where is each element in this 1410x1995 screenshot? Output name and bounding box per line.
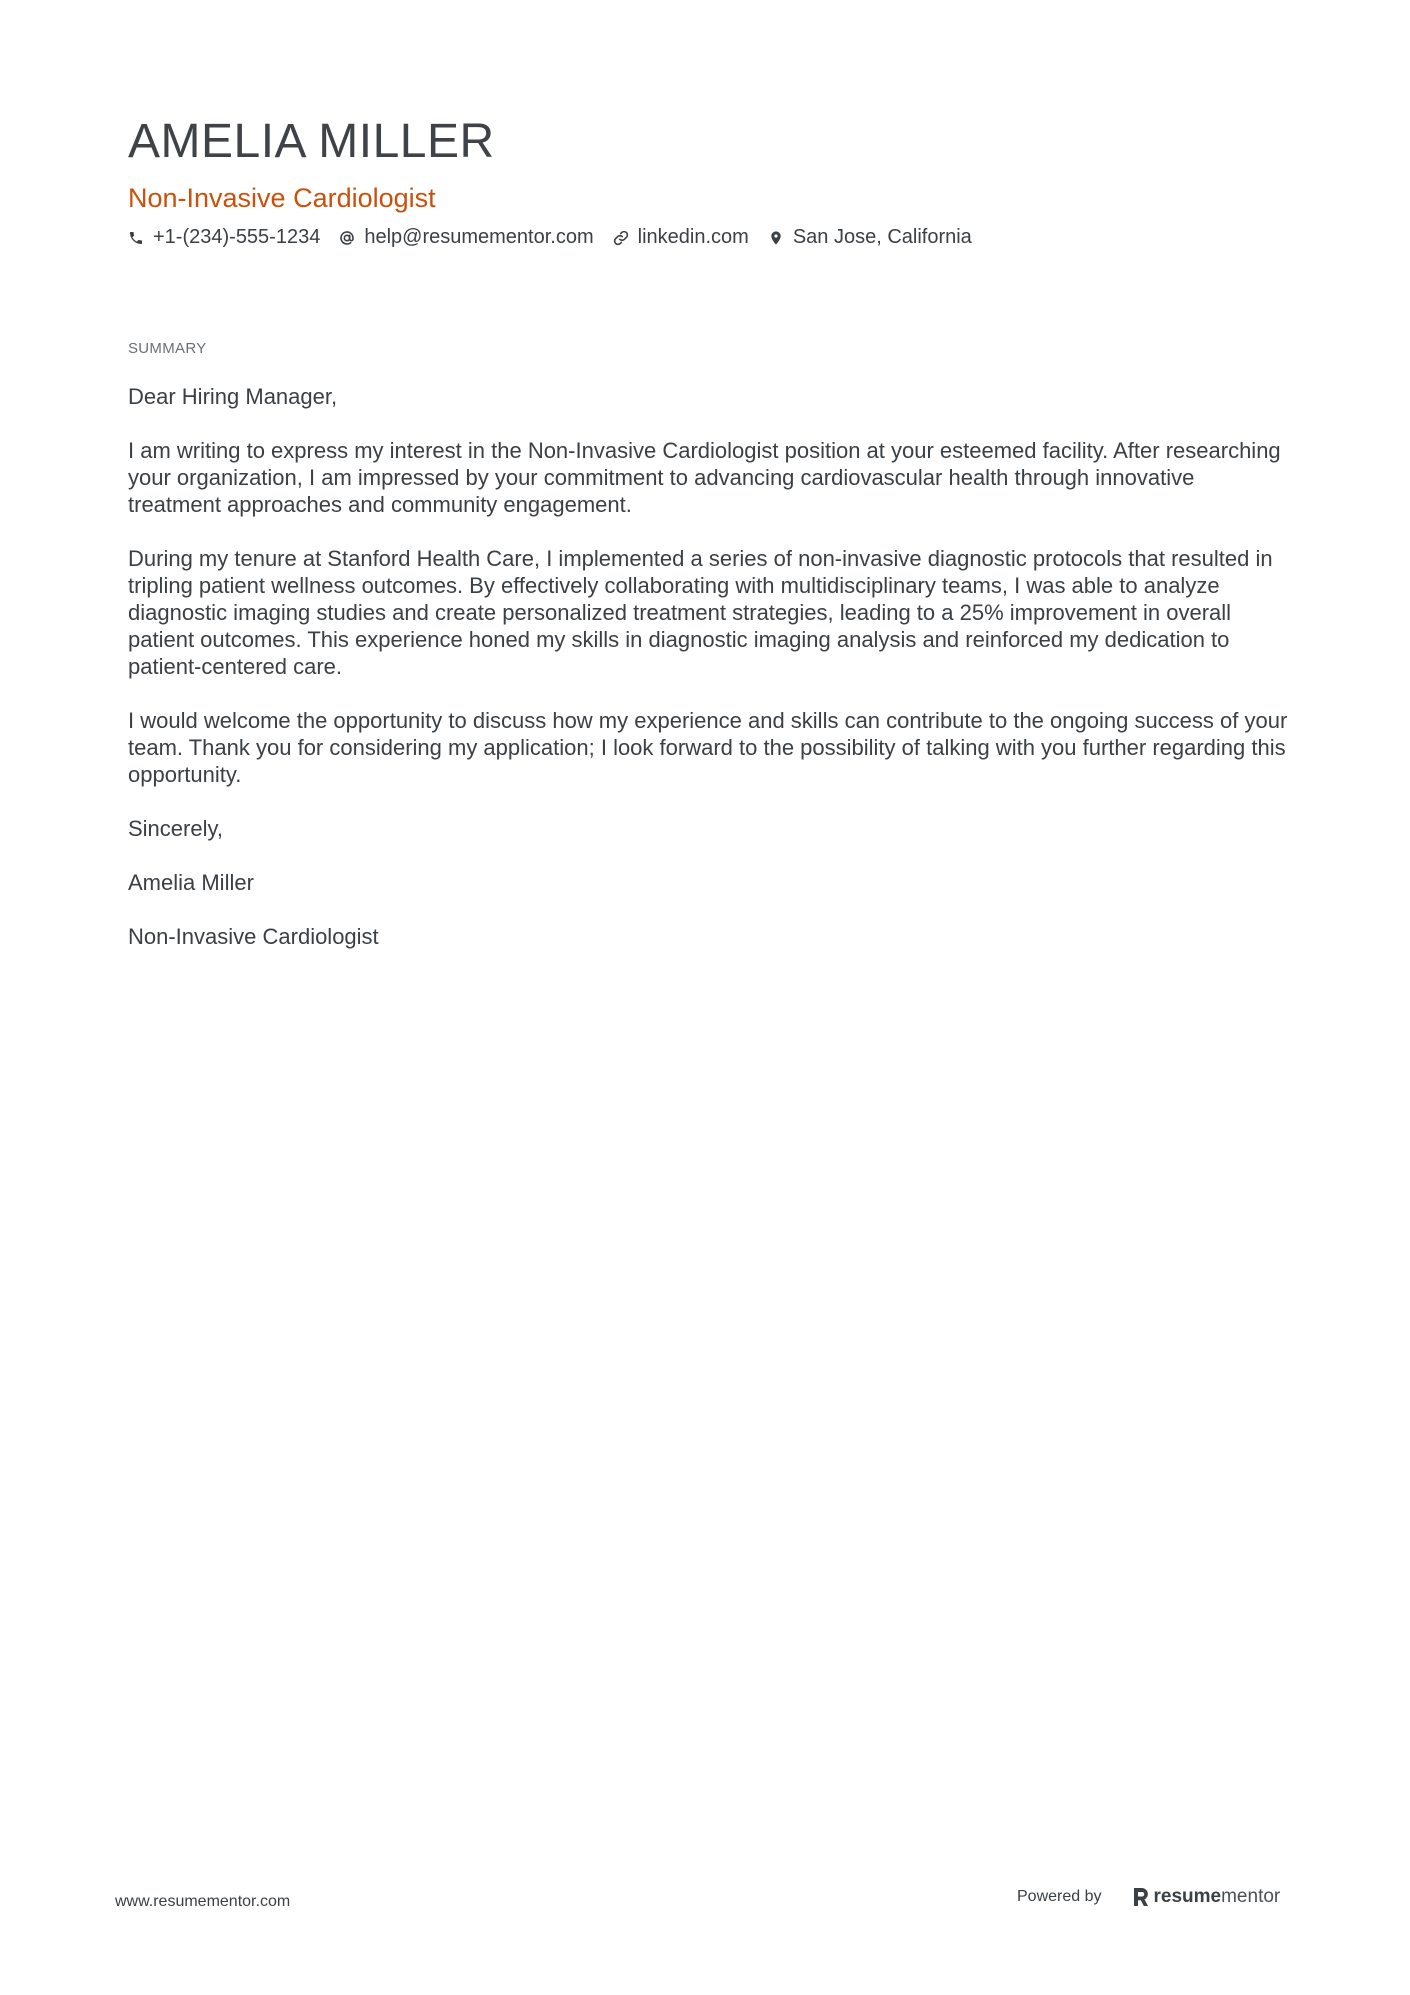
brand-mark-icon [1132, 1886, 1150, 1908]
contact-linkedin [613, 226, 749, 249]
letter-closing: Sincerely, [128, 816, 223, 841]
letter-body [128, 383, 1288, 977]
candidate-name: AMELIA MILLER [128, 115, 495, 168]
brand-name-mentor: mentor [1221, 1886, 1281, 1907]
brand-name-resume: resume [1153, 1886, 1222, 1907]
letter-paragraph: During my tenure at Stanford Health Care, I implemented a series of non-invasive diagnostic protocols that resulted in tripling patient wellness outcomes. By effectively collaborating with multidisciplinary teams, I was able to analyze diagnostic imaging studies and create personalized treatment strategies, leading to a 25% improvement in overall patient outcomes. This experience honed my skills in diagnostic imaging analysis and reinforced my dedication to patient-centered care. [128, 546, 1273, 679]
section-label-summary: SUMMARY [128, 340, 207, 357]
contact-location-text: San Jose, California [792, 226, 972, 248]
contact-location [768, 226, 972, 249]
letter-greeting: Dear Hiring Manager, [128, 384, 338, 409]
candidate-job-title: Non-Invasive Cardiologist [128, 183, 436, 213]
contact-linkedin-text: linkedin.com [637, 226, 749, 248]
contact-email [339, 226, 593, 249]
contact-info [128, 226, 991, 249]
brand-logo [1132, 1886, 1281, 1908]
powered-by-label: Powered by [1017, 1888, 1102, 1905]
phone-icon [128, 230, 144, 246]
footer-website: www.resumementor.com [115, 1893, 291, 1910]
contact-phone-text: +1-(234)-555-1234 [153, 226, 321, 248]
contact-email-text: help@resumementor.com [364, 226, 594, 248]
location-pin-icon [768, 230, 784, 246]
letter-paragraph: I would welcome the opportunity to discuss how my experience and skills can contribute to the ongoing success of your team. Thank you for considering my application; I look forward to the possibility of talking with you further regarding this opportunity. [128, 708, 1288, 787]
letter-signature-name: Amelia Miller [128, 870, 254, 895]
footer-powered-by [1017, 1886, 1280, 1908]
link-icon [613, 230, 629, 246]
letter-paragraph: I am writing to express my interest in the Non-Invasive Cardiologist position at your esteemed facility. After researching your organization, I am impressed by your commitment to advancing cardiovascular health through innovative treatment approaches and community engagement. [128, 438, 1281, 517]
at-icon [339, 230, 355, 246]
contact-phone [128, 226, 320, 249]
letter-signature-title: Non-Invasive Cardiologist [128, 924, 379, 949]
